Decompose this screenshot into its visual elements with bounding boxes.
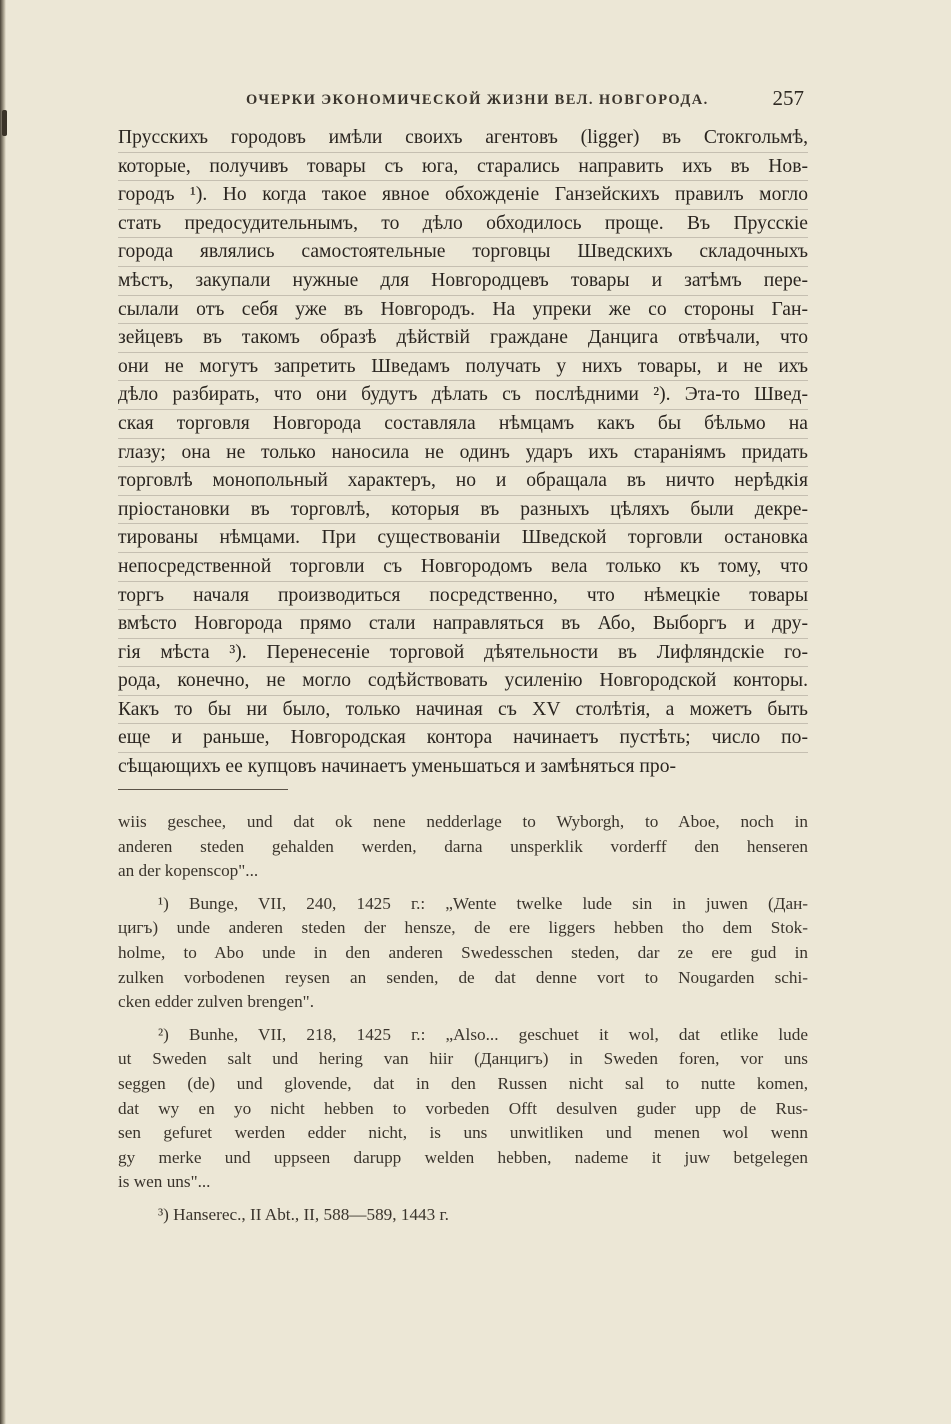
text-line: мѣстъ, закупали нужные для Новгородцевъ товары и затѣмъ пере- [118,267,808,296]
footnotes [118,810,808,1228]
text-line: гія мѣста ³). Перенесеніе торговой дѣятельности въ Лифляндскіе го- [118,639,808,668]
text-line: дѣло разбирать, что они будутъ дѣлать съ послѣдними ²). Эта-то Швед- [118,381,808,410]
footnote-3 [118,1203,808,1228]
text-line: ская торговля Новгорода составляла нѣмцамъ какъ бы бѣльмо на [118,410,808,439]
text-line: вмѣсто Новгорода прямо стали направляться въ Або, Выборгъ и дру- [118,610,808,639]
text-line: зейцевъ въ такомъ образѣ дѣйствій граждане Данцига отвѣчали, что [118,324,808,353]
text-line: рода, конечно, не могло содѣйствовать усиленію Новгородской конторы. [118,667,808,696]
footnote-line: ³) Hanserec., II Abt., II, 588—589, 1443 г. [158,1204,449,1224]
text-line: Какъ то бы ни было, только начиная съ XV столѣтія, а можетъ быть [118,696,808,725]
footnote-line: sen gefuret werden edder nicht, is uns unwitliken und menen wol wenn [118,1123,808,1143]
footnote-line: seggen (de) und glovende, dat in den Russen nicht sal to nutte komen, [118,1073,808,1093]
text-line: города являлись самостоятельные торговцы Шведскихъ складочныхъ [118,238,808,267]
text-line: торговлѣ монопольный характеръ, но и обращала въ ничто нерѣдкія [118,467,808,496]
footnote-line: цигъ) unde anderen steden der hensze, de ere liggers hebben tho dem Stok- [118,918,808,938]
text-line: сылали отъ себя уже въ Новгородъ. На упреки же со стороны Ган- [118,296,808,325]
footnote-separator [118,789,288,790]
text-line: непосредственной торговли съ Новгородомъ вела только къ тому, что [118,553,808,582]
text-line: которые, получивъ товары съ юга, старались направить ихъ въ Нов- [118,153,808,182]
text-line: Прусскихъ городовъ имѣли своихъ агентовъ (ligger) въ Стокгольмѣ, [118,124,808,153]
footnote-line: wiis geschee, und dat ok nene nedderlage to Wyborgh, to Aboe, noch in [118,812,808,831]
text-line: городъ ¹). Но когда такое явное обхожденіе Ганзейскихъ правилъ могло [118,181,808,210]
text-line: еще и раньше, Новгородская контора начинаетъ пустѣть; число по- [118,724,808,753]
text-line: сѣщающихъ ее купцовъ начинаетъ уменьшаться и замѣняться про- [118,756,677,778]
footnote-1 [118,892,808,1015]
footnote-line: ut Sweden salt und hering van hiir (Данцигъ) in Sweden foren, vor uns [118,1049,808,1069]
footnote-line: holme, to Abo unde in den anderen Swedesschen steden, dar ze ere gud in [118,942,808,962]
text-line: пріостановки въ торговлѣ, которыя въ разныхъ цѣляхъ были декре- [118,496,808,525]
footnote-2 [118,1023,808,1195]
footnote-line: an der kopenscop"... [118,861,259,881]
page-header [118,82,808,122]
text-line: они не могутъ запретить Шведамъ получать у нихъ товары, и не ихъ [118,353,808,382]
text-line: тированы нѣмцами. При существованіи Шведской торговли остановка [118,524,808,553]
footnote-line: anderen steden gehalden werden, darna unsperklik vorderff den henseren [118,836,808,856]
page-number: 257 [772,86,804,110]
footnote-line: ²) Bunhe, VII, 218, 1425 г.: „Also... geschuet it wol, dat etlike lude [158,1024,808,1044]
footnote-line: is wen uns"... [118,1172,211,1192]
footnote-line: cken edder zulven brengen". [118,992,314,1012]
running-title: ОЧЕРКИ ЭКОНОМИЧЕСКОЙ ЖИЗНИ ВЕЛ. НОВГОРОДА. [246,92,709,108]
text-line: торгъ началя производиться посредственно, что нѣмецкіе товары [118,582,808,611]
page-edge [0,0,6,1424]
footnote-line: dat wy en yo nicht hebben to vorbeden Offt desulven guder upp de Rus- [118,1098,808,1118]
text-line: глазу; она не только наносила не одинъ ударъ ихъ стараніямъ придать [118,439,808,468]
footnote-line: gy merke und uppseen darupp welden hebben, nademe it juw betgelegen [118,1147,808,1167]
footnote-line: zulken vorbodenen reysen an senden, de dat denne vort to Nougarden schi- [118,967,808,987]
footnote-line: ¹) Bunge, VII, 240, 1425 г.: „Wente twelke lude sin in juwen (Дан- [158,893,808,913]
text-line: стать предосудительнымъ, то дѣло обходилось проще. Въ Прусскіе [118,210,808,239]
main-text [118,124,808,781]
footnote-continuation [118,810,808,884]
binding-mark [2,110,7,136]
